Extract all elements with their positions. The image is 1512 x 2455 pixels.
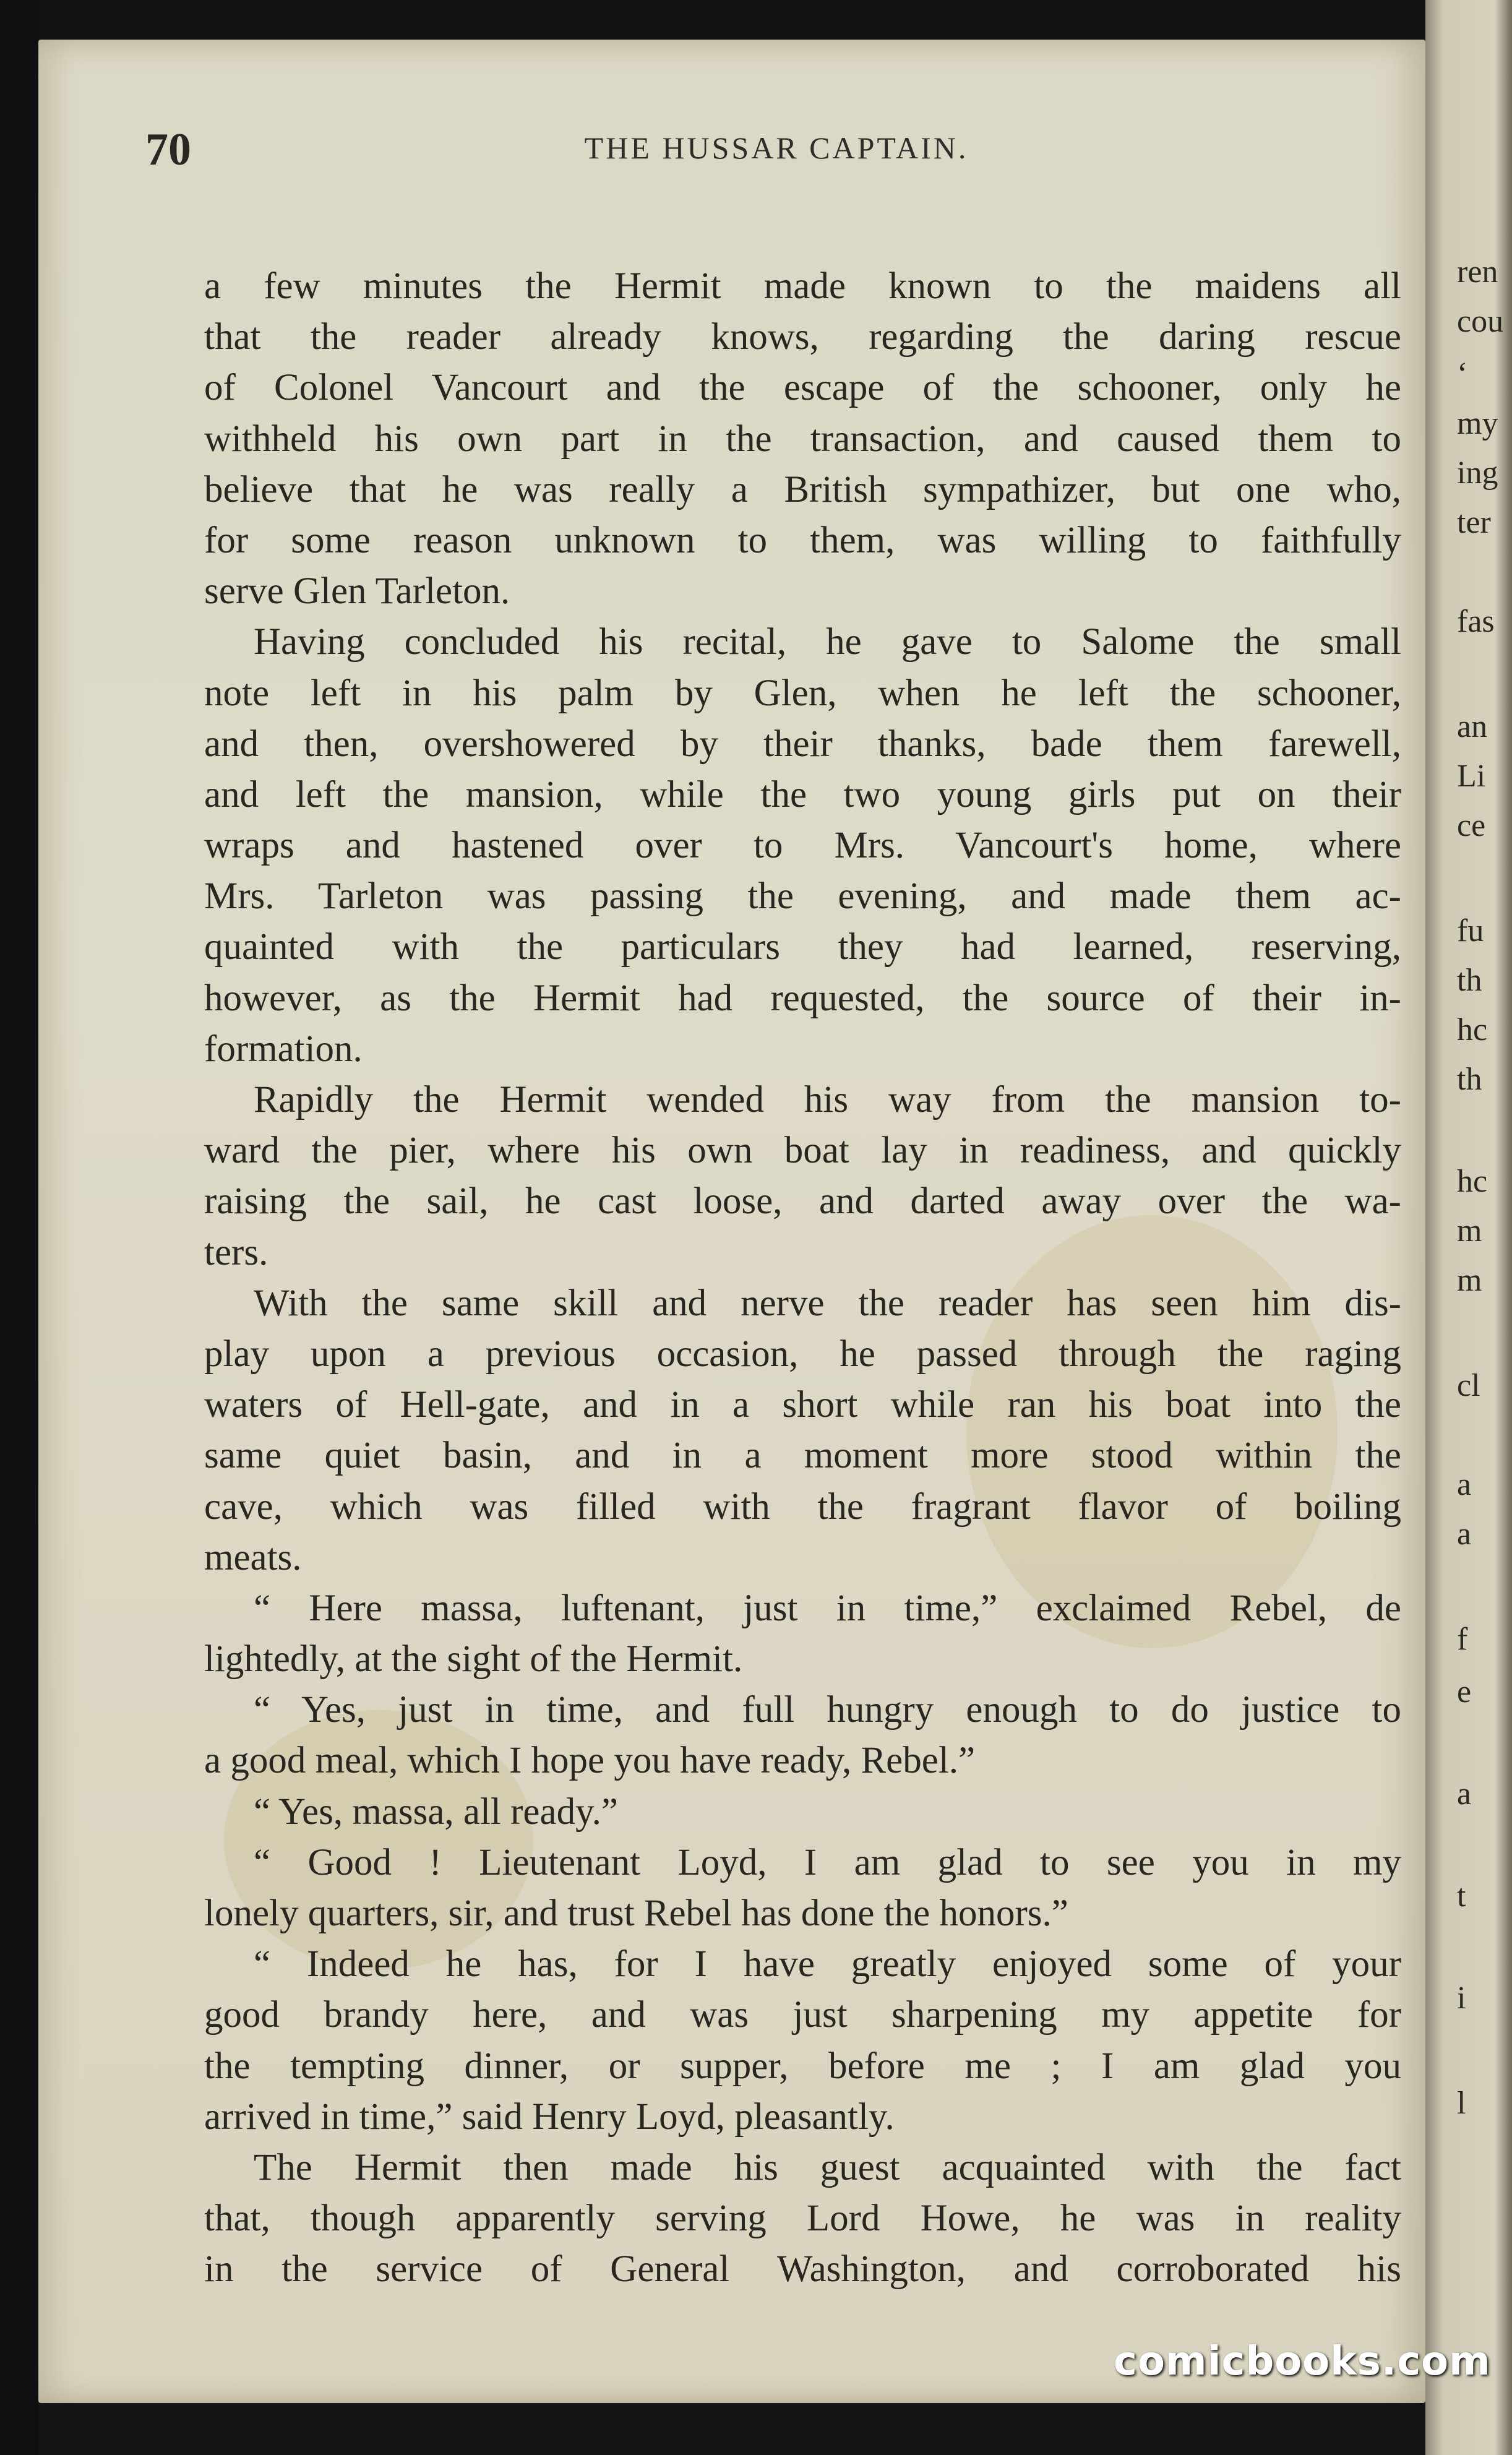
text-line: the tempting dinner, or supper, before me ; I am glad you — [204, 2045, 1401, 2087]
text-line: The Hermit then made his guest acquainted with the fact — [254, 2146, 1401, 2188]
facing-page-fragment: an — [1457, 709, 1488, 744]
text-line: withheld his own part in the transaction, and caused them to — [204, 418, 1401, 460]
text-line: that the reader already knows, regarding the daring rescue — [204, 316, 1401, 358]
page-header — [145, 124, 1407, 198]
text-line: for some reason unknown to them, was willing to faithfully — [204, 519, 1401, 561]
facing-page-fragment: th — [1457, 963, 1482, 998]
text-line: play upon a previous occasion, he passed through the raging — [204, 1333, 1401, 1375]
facing-page-fragment: l — [1457, 2086, 1466, 2121]
text-line: serve Glen Tarleton. — [204, 570, 510, 613]
facing-page-fragment: hc — [1457, 1164, 1488, 1199]
facing-page-fragment: cou — [1457, 304, 1504, 339]
text-line: wraps and hastened over to Mrs. Vancourt's home, where — [204, 825, 1401, 867]
facing-page-fragment: m — [1457, 1263, 1482, 1298]
facing-page-fragment: e — [1457, 1674, 1472, 1709]
text-line: lonely quarters, sir, and trust Rebel has done the honors.” — [204, 1893, 1068, 1934]
text-line: a good meal, which I hope you have ready, Rebel.” — [204, 1740, 976, 1782]
facing-page-fragment: th — [1457, 1062, 1482, 1097]
text-line: believe that he was really a British sympathizer, but one who, — [204, 468, 1401, 510]
facing-page-fragment: f — [1457, 1622, 1468, 1657]
text-line: meats. — [204, 1536, 302, 1578]
text-line: arrived in time,” said Henry Loyd, pleasantly. — [204, 2096, 895, 2138]
text-line: however, as the Hermit had requested, the source of their in- — [204, 977, 1401, 1019]
facing-page-fragment: ce — [1457, 808, 1486, 843]
text-line: “ Here massa, luftenant, just in time,” exclaimed Rebel, de — [254, 1587, 1401, 1629]
scan-background-top — [0, 0, 1512, 40]
text-line: raising the sail, he cast loose, and darted away over the wa- — [204, 1180, 1401, 1223]
text-line: lightedly, at the sight of the Hermit. — [204, 1638, 743, 1680]
facing-page-fragment: cl — [1457, 1368, 1480, 1403]
facing-page-fragment: m — [1457, 1213, 1482, 1249]
text-line: waters of Hell-gate, and in a short while ran his boat into the — [204, 1384, 1401, 1426]
text-line: and then, overshowered by their thanks, bade them farewell, — [204, 723, 1401, 765]
page-number: 70 — [145, 124, 191, 175]
watermark: comicbooks.com — [1114, 2339, 1491, 2384]
text-line: note left in his palm by Glen, when he left the schooner, — [204, 672, 1401, 714]
text-line: cave, which was filled with the fragrant flavor of boiling — [204, 1485, 1401, 1528]
text-line: “ Yes, just in time, and full hungry enough to do justice to — [254, 1689, 1401, 1731]
text-line: Having concluded his recital, he gave to Salome the small — [254, 621, 1401, 663]
text-line: “ Yes, massa, all ready.” — [254, 1791, 618, 1833]
facing-page-fragment: t — [1457, 1878, 1466, 1914]
text-line: “ Indeed he has, for I have greatly enjoyed some of your — [254, 1943, 1401, 1985]
text-line: quainted with the particulars they had learned, reserving, — [204, 926, 1401, 968]
text-line: Mrs. Tarleton was passing the evening, and made them ac- — [204, 875, 1401, 918]
scan-background-left — [0, 0, 38, 2455]
text-line: formation. — [204, 1028, 363, 1070]
facing-page-fragment: ‘ — [1457, 356, 1468, 392]
text-line: in the service of General Washington, and corroborated his — [204, 2248, 1401, 2290]
text-line: ward the pier, where his own boat lay in readiness, and quickly — [204, 1130, 1401, 1172]
facing-page-fragment: fu — [1457, 913, 1484, 948]
facing-page-fragment: a — [1457, 1776, 1472, 1812]
running-head: THE HUSSAR CAPTAIN. — [584, 131, 969, 165]
text-line: same quiet basin, and in a moment more stood within the — [204, 1435, 1401, 1477]
facing-page-fragment: a — [1457, 1516, 1472, 1552]
facing-page-fragment: hc — [1457, 1012, 1488, 1047]
facing-page-fragment: i — [1457, 1980, 1466, 2016]
body-text — [204, 261, 1401, 2295]
text-line: a few minutes the Hermit made known to the maidens all — [204, 265, 1401, 307]
text-line: With the same skill and nerve the reader has seen him dis- — [254, 1282, 1401, 1324]
facing-page-fragment: ter — [1457, 505, 1491, 540]
facing-page-fragment: ing — [1457, 455, 1498, 491]
text-line: “ Good ! Lieutenant Loyd, I am glad to see you in my — [254, 1841, 1401, 1883]
text-line: that, though apparently serving Lord Howe, he was in reality — [204, 2198, 1401, 2240]
facing-page-fragment: my — [1457, 406, 1498, 441]
text-line: of Colonel Vancourt and the escape of the schooner, only he — [204, 367, 1401, 409]
facing-page-fragment: fas — [1457, 604, 1495, 639]
text-line: good brandy here, and was just sharpening my appetite for — [204, 1994, 1401, 2036]
facing-page-fragment: a — [1457, 1467, 1472, 1502]
text-line: Rapidly the Hermit wended his way from the mansion to- — [254, 1079, 1401, 1120]
text-line: ters. — [204, 1231, 268, 1273]
text-line: and left the mansion, while the two young girls put on their — [204, 773, 1401, 815]
facing-page-fragment: ren — [1457, 254, 1498, 290]
facing-page-fragment: Li — [1457, 759, 1486, 794]
